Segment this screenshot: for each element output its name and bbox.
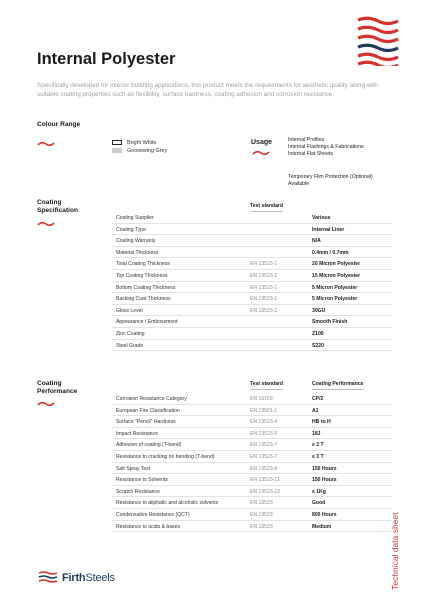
row-label: Appearance / Embossment [116, 319, 178, 326]
row-test-standard: EN 13523-1 [250, 261, 278, 268]
usage-item: Internal Flat Sheets [288, 151, 333, 158]
perf-test-standard-header: Test standard [250, 381, 283, 390]
table-row [112, 405, 392, 417]
row-label: Surface "Pencil" Hardness [116, 419, 176, 426]
row-value: Various [312, 215, 331, 221]
table-row [112, 293, 392, 305]
row-label: Zinc Coating [116, 331, 145, 337]
row-value: Internal Liner [312, 226, 345, 233]
row-test-standard: EN 13523-11 [250, 477, 280, 484]
row-label: Material Thickness [116, 249, 159, 256]
coating-spec-heading-line1: Coating [37, 199, 62, 206]
row-value: ≤ 3 T [312, 454, 324, 460]
row-value: Medium [312, 523, 332, 530]
footer-brand-logo [38, 571, 115, 585]
table-row [112, 521, 392, 533]
red-squiggle-icon [37, 400, 55, 408]
swatch-bright-white [112, 139, 156, 146]
technical-data-sheet-label: Technical data sheet [390, 512, 400, 590]
row-test-standard: EN 13523-2 [250, 307, 278, 314]
row-test-standard: EN 13523 [250, 512, 273, 518]
row-value: N/A [312, 238, 321, 245]
row-value: 30GU [312, 307, 326, 314]
row-value: 15 Micron Polyester [312, 273, 361, 279]
table-row [112, 235, 392, 247]
row-label: Salt Spray Test [116, 465, 151, 472]
swatch-chip-grey [112, 148, 122, 153]
row-value: 5 Micron Polyester [312, 296, 358, 303]
row-test-standard: EN 13523-1 [250, 273, 278, 279]
row-value: HB to H [312, 419, 331, 426]
row-value: CP/2 [312, 396, 324, 402]
row-label: Impact Resistance [116, 430, 158, 437]
row-test-standard: EN 13523-12 [250, 488, 281, 495]
row-value: 800 Hours [312, 512, 337, 518]
row-label: Adhesion of coating (T-bend) [116, 442, 182, 449]
row-test-standard: EN 13523-7 [250, 442, 278, 449]
coating-perf-heading [37, 380, 77, 397]
usage-item: Internal Flashings & Fabrications [288, 144, 364, 151]
swatch-label: Goosewing Grey [127, 147, 168, 154]
table-row [112, 258, 392, 270]
swatch-chip-white [112, 140, 122, 145]
row-label: European Fire Classification [116, 407, 180, 414]
row-test-standard: EN 13523-8 [250, 465, 278, 472]
table-row [112, 282, 392, 294]
coating-spec-heading-line2: Specification [37, 207, 79, 215]
row-label: Bottom Coating Thickness [116, 284, 176, 291]
usage-heading: Usage [251, 139, 273, 146]
row-value: 20 Micron Polyester [312, 261, 361, 268]
row-label: Resistance to Solvents [116, 477, 168, 484]
intro-paragraph: Specifically developed for interior building applications, this product meets the requirements for aesthetic quality along with suitable coating properties such as flexibility, surface hardness, coating adhesion and corrosion resistance. [37, 82, 378, 98]
table-row [112, 451, 392, 463]
coating-perf-heading-line2: Performance [37, 388, 78, 396]
row-value: Smooth Finish [312, 319, 348, 326]
brand-name-light: Steels [85, 572, 115, 584]
row-label: Top Coating Thickness [116, 273, 168, 279]
swatch-goosewing-grey [112, 147, 167, 154]
table-row [112, 247, 392, 259]
table-row [112, 474, 392, 486]
table-row [112, 509, 392, 521]
table-row [112, 428, 392, 440]
row-label: Gloss Level [116, 307, 143, 314]
row-label: Corrosion Resistance Category [116, 396, 187, 402]
brand-stripes-icon [38, 571, 58, 585]
usage-list [288, 137, 364, 159]
row-value: A1 [312, 407, 319, 414]
red-squiggle-icon [37, 140, 55, 148]
brand-stripes-logo [356, 16, 400, 66]
red-squiggle-icon [37, 220, 55, 228]
row-value: 18J [312, 430, 321, 437]
row-label: Backing Coat Thickness [116, 296, 171, 303]
row-test-standard: EN 13523 [250, 500, 273, 507]
row-label: Coating Supplier [116, 215, 154, 221]
row-value: 150 Hours [312, 477, 337, 484]
brand-name-bold: Firth [62, 572, 86, 584]
table-row [112, 497, 392, 509]
row-label: Scratch Resistance [116, 488, 160, 495]
coating-perf-heading-line1: Coating [37, 380, 62, 387]
row-label: Steel Grade [116, 342, 144, 349]
film-protection-note: Temporary Film Protection (Optional) Available [288, 174, 373, 187]
table-row [112, 328, 392, 340]
row-label: Total Coating Thickness [116, 261, 170, 268]
table-row [112, 439, 392, 451]
row-label: Coating Type [116, 226, 146, 233]
row-test-standard: EN 13501-1 [250, 407, 278, 414]
row-test-standard: EN 13523-1 [250, 284, 278, 291]
row-label: Coating Warranty [116, 238, 156, 245]
row-value: 5 Micron Polyester [312, 284, 358, 291]
row-label: Condensation Resistance (QCT) [116, 512, 190, 518]
table-row [112, 393, 392, 405]
row-test-standard: EN 13523-4 [250, 419, 278, 426]
row-test-standard: EN 10169 [250, 396, 273, 402]
table-row [112, 224, 392, 236]
row-test-standard: EN 13523-5 [250, 430, 278, 437]
row-test-standard: EN 13523 [250, 523, 273, 530]
perf-performance-header: Coating Performance [312, 381, 364, 390]
table-row [112, 212, 392, 224]
row-label: Resistance to aliphatic and alcoholic solvents [116, 500, 219, 507]
row-value: 0.4mm / 0.7mm [312, 249, 349, 256]
coating-spec-heading [37, 199, 78, 216]
row-value: 150 Hours [312, 465, 337, 472]
table-row [112, 463, 392, 475]
row-value: S220 [312, 342, 324, 349]
table-row [112, 340, 392, 352]
row-label: Resistance to acids & bases [116, 523, 180, 530]
row-test-standard: EN 13523-1 [250, 296, 278, 303]
table-row [112, 305, 392, 317]
colour-range-heading: Colour Range [37, 121, 81, 128]
table-row [112, 416, 392, 428]
red-squiggle-icon [252, 149, 270, 157]
swatch-label: Bright White [127, 139, 157, 146]
brand-name [62, 572, 115, 584]
row-test-standard: EN 13523-7 [250, 454, 278, 460]
page-title: Internal Polyester [37, 50, 176, 68]
usage-item: Internal Profiles [288, 137, 325, 143]
table-row [112, 270, 392, 282]
row-value: Z100 [312, 331, 324, 337]
row-value: Good [312, 500, 326, 507]
row-label: Resistance to cracking on bending (T-bend) [116, 454, 215, 460]
row-value: ≤ 1Kg [312, 488, 326, 495]
table-row [112, 486, 392, 498]
spec-test-standard-header: Test standard [250, 203, 283, 212]
table-row [112, 316, 392, 328]
row-value: ≤ 2 T [312, 442, 324, 449]
